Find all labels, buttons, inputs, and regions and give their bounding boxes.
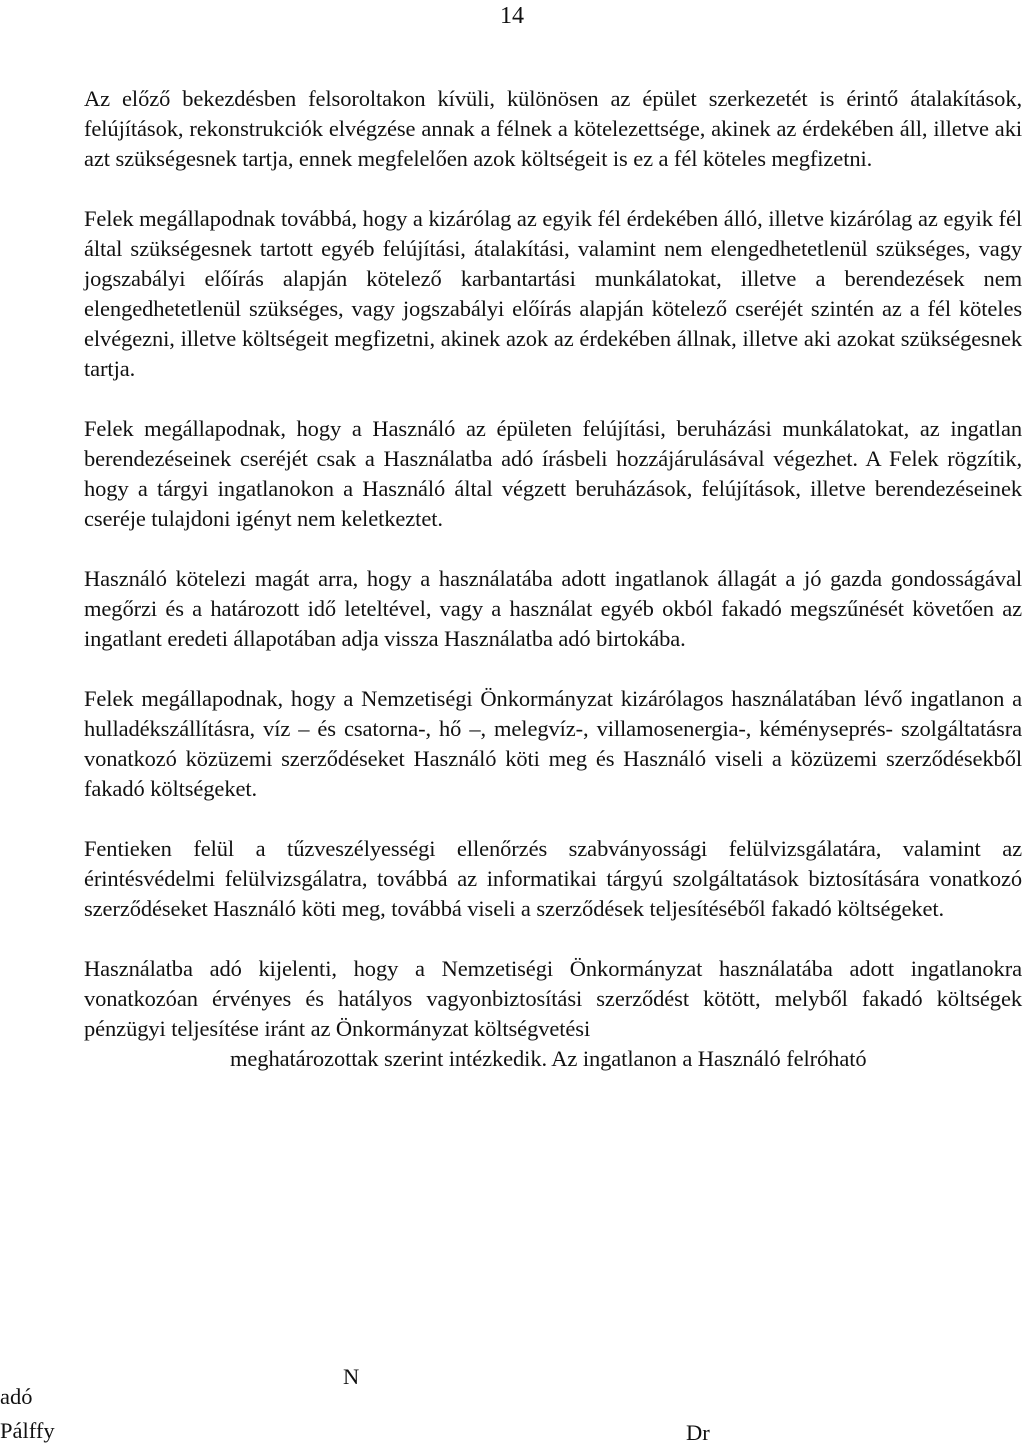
footer-right-text: Dr [686,1420,710,1445]
paragraph-7 [84,954,1022,1074]
paragraph-7-tail: meghatározottak szerint intézkedik. Az ingatlanon a Használó felróható [230,1046,867,1071]
document-body [84,84,1022,1074]
footer-left-bottom-text: Pálffy [0,1418,55,1443]
page-number: 14 [500,3,524,29]
paragraph-2: Felek megállapodnak továbbá, hogy a kizárólag az egyik fél érdekében álló, illetve kizárólag az egyik fél által szükségesnek tartott egyéb felújítási, átalakítási, valamint nem elengedhetetlenül szükséges, vagy jogszabályi előírás alapján kötelező karbantartási munkálatokat, illetve a berendezések nem elengedhetetlenül szükséges, vagy jogszabályi előírás alapján kötelező cseréjét szintén az a fél köteles elvégezni, illetve költségeit megfizetni, akinek azok az érdekében állnak, illetve aki azokat szükségesnek tartja. [84,206,1022,381]
paragraph-1: Az előző bekezdésben felsoroltakon kívüli, különösen az épület szerkezetét is érintő átalakítások, felújítások, rekonstrukciók elvégzése annak a félnek a kötelezettsége, akinek az érdekében áll, illetve aki azt szükségesnek tartja, ennek megfelelően azok költségeit is ez a fél köteles megfizetni. [84,86,1022,171]
paragraph-7-lead: Használatba adó kijelenti, hogy a Nemzetiségi Önkormányzat használatába adott ingatlanokra vonatkozóan érvényes és hatályos vagyonbiztosítási szerződést kötött, melyből fakadó költségek pénzügyi teljesítése iránt az Önkormányzat költségvetési [84,956,1022,1041]
paragraph-6: Fentieken felül a tűzveszélyességi ellenőrzés szabványossági felülvizsgálatára, valamint az érintésvédelmi felülvizsgálatra, továbbá az informatikai tárgyú szolgáltatások biztosítására vonatkozó szerződéseket Használó köti meg, továbbá viseli a szerződések teljesítéséből fakadó költségeket. [84,836,1022,921]
paragraph-5: Felek megállapodnak, hogy a Nemzetiségi Önkormányzat kizárólagos használatában lévő ingatlanon a hulladékszállításra, víz – és csatorna-, hő –, melegvíz-, villamosenergia-, kéményseprés- szolgáltatásra vonatkozó közüzemi szerződéseket Használó köti meg és Használó viseli a közüzemi szerződésekből fakadó költségeket. [84,686,1022,801]
paragraph-3: Felek megállapodnak, hogy a Használó az épületen felújítási, beruházási munkálatokat, az ingatlan berendezéseinek cseréjét csak a Használatba adó írásbeli hozzájárulásával végezhet. A Felek rögzítik, hogy a tárgyi ingatlanokon a Használó által végzett beruházások, felújítások, illetve berendezéseinek cseréje tulajdoni igényt nem keletkeztet. [84,416,1022,531]
paragraph-4: Használó kötelezi magát arra, hogy a használatába adott ingatlanok állagát a jó gazda gondosságával megőrzi és a határozott idő leteltével, vagy a használat egyéb okból fakadó megszűnését követően az ingatlant eredeti állapotában adja vissza Használatba adó birtokába. [84,566,1022,651]
footer-left-top-text: adó [0,1384,33,1409]
footer-center-text: N [343,1364,360,1389]
